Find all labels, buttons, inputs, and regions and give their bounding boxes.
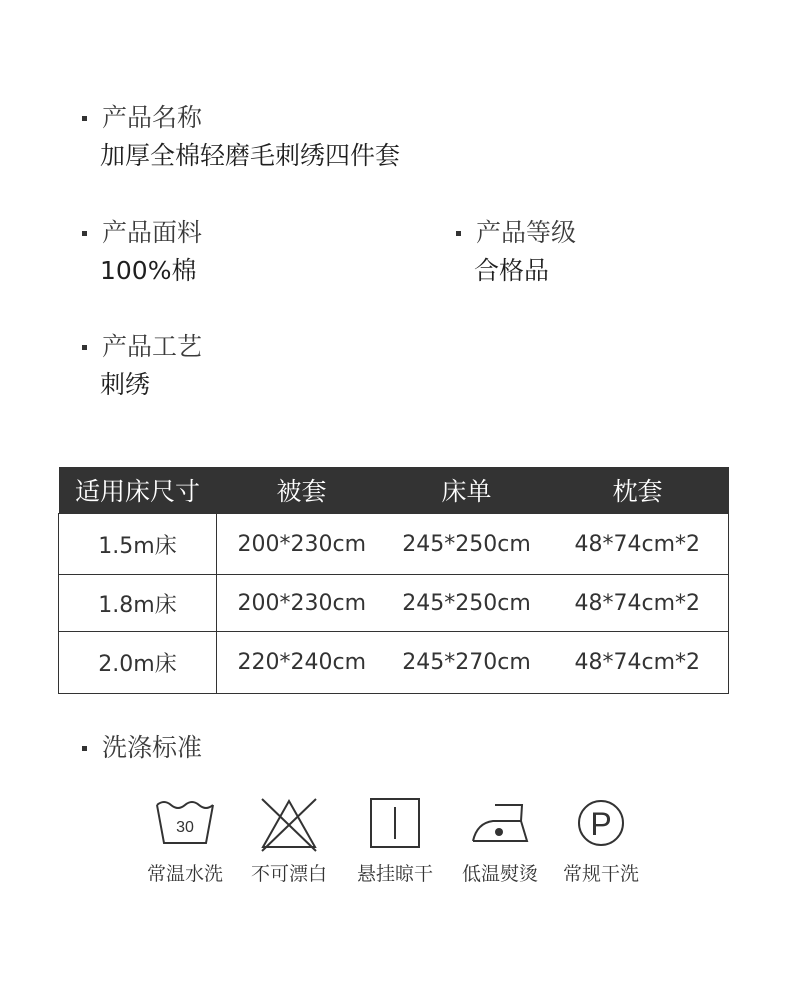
table-row xyxy=(59,632,729,694)
care-item-line-dry xyxy=(340,795,450,886)
bullet-icon xyxy=(82,231,87,236)
spec-value: 刺绣 xyxy=(100,370,151,399)
iron-low-icon xyxy=(469,795,531,853)
spec-label: 产品等级 xyxy=(476,218,577,247)
table-cell: 2.0m床 xyxy=(59,632,217,694)
table-cell: 200*230cm xyxy=(217,575,387,632)
care-item-dry-clean xyxy=(546,795,656,886)
care-item-no-bleach xyxy=(234,795,344,886)
header-bed-sheet: 床单 xyxy=(387,467,547,514)
size-table xyxy=(58,467,729,694)
table-cell: 245*270cm xyxy=(387,632,547,694)
care-item-wash xyxy=(130,795,240,886)
dry-clean-icon xyxy=(570,795,632,853)
spec-value: 合格品 xyxy=(474,256,550,285)
table-cell: 200*230cm xyxy=(217,514,387,575)
care-label: 常规干洗 xyxy=(562,863,639,885)
spec-label: 产品面料 xyxy=(102,218,203,247)
wash-temp-text: 30 xyxy=(176,819,194,836)
table-cell: 1.8m床 xyxy=(59,575,217,632)
spec-label: 产品名称 xyxy=(102,103,203,132)
header-bed-size: 适用床尺寸 xyxy=(59,467,217,514)
dry-clean-letter: P xyxy=(590,806,612,842)
bullet-icon xyxy=(82,116,87,121)
care-label: 常温水洗 xyxy=(146,863,223,885)
spec-value: 加厚全棉轻磨毛刺绣四件套 xyxy=(100,141,401,170)
bullet-icon xyxy=(82,746,87,751)
table-cell: 1.5m床 xyxy=(59,514,217,575)
table-cell: 220*240cm xyxy=(217,632,387,694)
care-label: 低温熨烫 xyxy=(461,863,538,885)
care-title: 洗涤标准 xyxy=(102,733,203,762)
care-item-iron xyxy=(445,795,555,886)
line-dry-icon xyxy=(364,795,426,853)
table-cell: 48*74cm*2 xyxy=(547,632,729,694)
table-header-row xyxy=(59,467,729,514)
table-cell: 245*250cm xyxy=(387,575,547,632)
header-pillowcase: 枕套 xyxy=(547,467,729,514)
table-cell: 48*74cm*2 xyxy=(547,575,729,632)
spec-label: 产品工艺 xyxy=(102,332,203,361)
wash-30-icon xyxy=(154,795,216,853)
table-cell: 245*250cm xyxy=(387,514,547,575)
bullet-icon xyxy=(456,231,461,236)
no-bleach-icon xyxy=(258,795,320,853)
table-row xyxy=(59,514,729,575)
care-label: 不可漂白 xyxy=(250,863,327,885)
bullet-icon xyxy=(82,345,87,350)
header-duvet-cover: 被套 xyxy=(217,467,387,514)
table-cell: 48*74cm*2 xyxy=(547,514,729,575)
table-row xyxy=(59,575,729,632)
care-label: 悬挂晾干 xyxy=(356,863,433,885)
spec-value: 100%棉 xyxy=(100,256,197,285)
